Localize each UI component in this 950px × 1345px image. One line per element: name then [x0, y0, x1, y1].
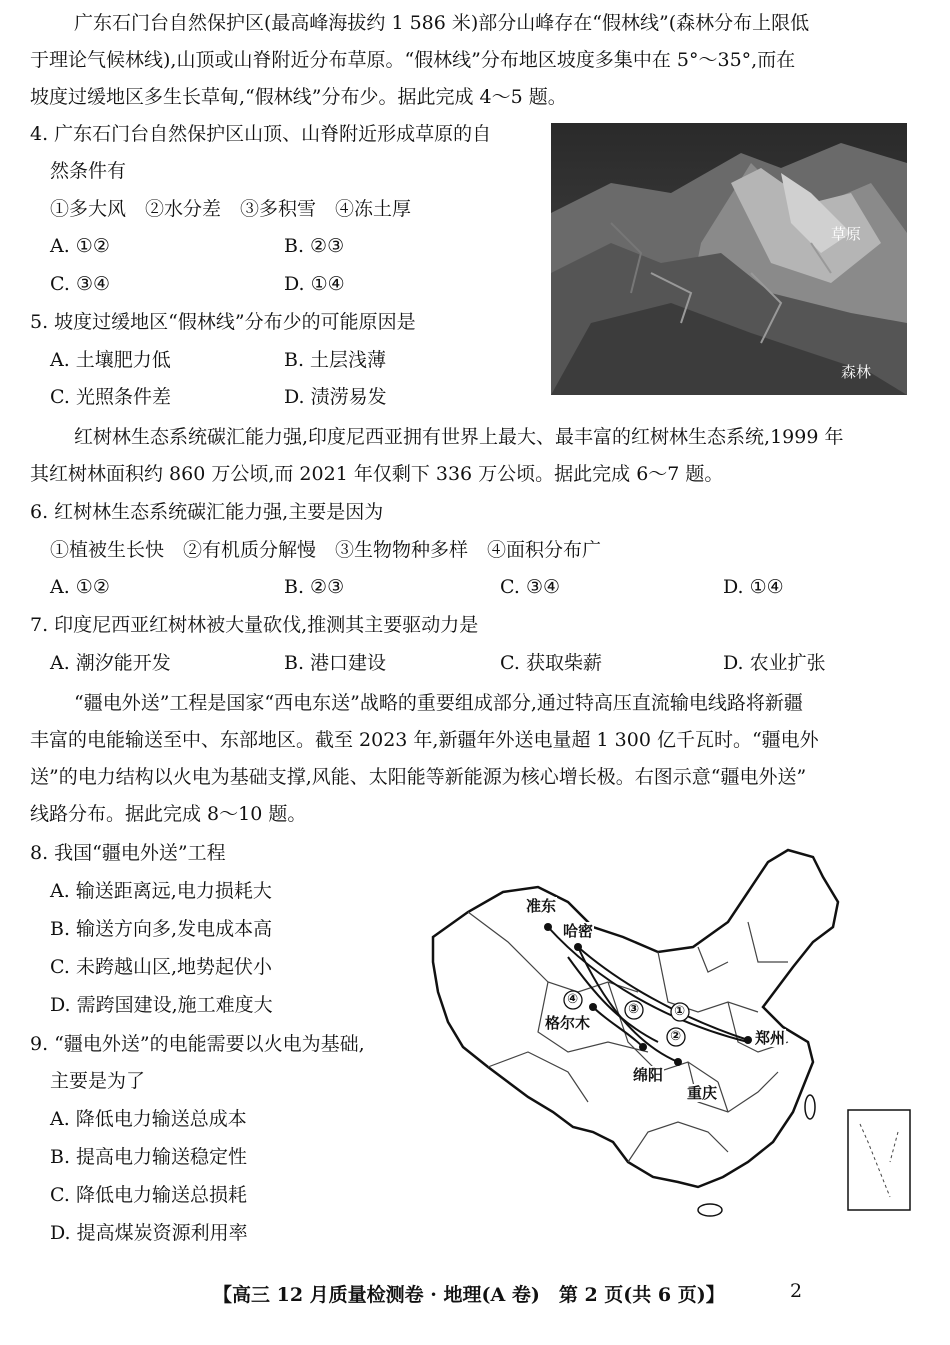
q9-option-a[interactable]: A. 降低电力输送总成本 — [50, 1108, 247, 1130]
map-label-hami: 哈密 — [563, 922, 594, 940]
q5-option-a[interactable]: A. 土壤肥力低 — [50, 349, 171, 371]
q7-option-d[interactable]: D. 农业扩张 — [723, 652, 826, 674]
q5-option-d[interactable]: D. 渍涝易发 — [284, 386, 387, 408]
intro2-line2: 其红树林面积约 860 万公顷,而 2021 年仅剩下 336 万公顷。据此完成 6～7 题。 — [30, 463, 724, 485]
q9-stem-line1: 9. “疆电外送”的电能需要以火电为基础, — [30, 1033, 365, 1055]
map-label-geermu: 格尔木 — [545, 1014, 591, 1032]
route-2-label: ② — [670, 1029, 682, 1044]
map-label-chongqing: 重庆 — [687, 1084, 718, 1102]
q6-items: ①植被生长快 ②有机质分解慢 ③生物物种多样 ④面积分布广 — [50, 539, 602, 561]
intro3-line1: “疆电外送”工程是国家“西电东送”战略的重要组成部分,通过特高压直流输电线路将新疆 — [74, 692, 803, 714]
q4-option-b[interactable]: B. ②③ — [284, 235, 345, 257]
q6-option-b[interactable]: B. ②③ — [284, 576, 345, 598]
q8-option-a[interactable]: A. 输送距离远,电力损耗大 — [50, 880, 272, 902]
q4-option-c[interactable]: C. ③④ — [50, 273, 111, 295]
q4-items: ①多大风 ②水分差 ③多积雪 ④冻土厚 — [50, 198, 412, 220]
map-label-zhundong: 准东 — [526, 897, 557, 915]
q7-option-a[interactable]: A. 潮汐能开发 — [50, 652, 171, 674]
intro3-line4: 线路分布。据此完成 8～10 题。 — [30, 803, 307, 825]
intro3-line3: 送”的电力结构以火电为基础支撑,风能、太阳能等新能源为核心增长极。右图示意“疆电外送” — [30, 766, 807, 788]
route-1-label: ① — [674, 1004, 686, 1019]
intro1-line2: 于理论气候林线),山顶或山脊附近分布草原。“假林线”分布地区坡度多集中在 5°～35°,而在 — [30, 49, 796, 71]
route-3-label: ③ — [628, 1002, 640, 1017]
map-label-zhengzhou: 郑州 — [755, 1029, 786, 1047]
q9-option-c[interactable]: C. 降低电力输送总损耗 — [50, 1184, 247, 1206]
q9-stem-line2: 主要是为了 — [50, 1070, 146, 1092]
q8-option-d[interactable]: D. 需跨国建设,施工难度大 — [50, 994, 273, 1016]
q6-option-c[interactable]: C. ③④ — [500, 576, 561, 598]
q7-option-b[interactable]: B. 港口建设 — [284, 652, 387, 674]
q5-option-c[interactable]: C. 光照条件差 — [50, 386, 171, 408]
q9-option-b[interactable]: B. 提高电力输送稳定性 — [50, 1146, 248, 1168]
label-grassland: 草原 — [831, 225, 862, 243]
label-forest: 森林 — [841, 363, 872, 381]
q8-option-b[interactable]: B. 输送方向多,发电成本高 — [50, 918, 273, 940]
intro2-line1: 红树林生态系统碳汇能力强,印度尼西亚拥有世界上最大、最丰富的红树林生态系统,1999 年 — [74, 426, 844, 448]
q4-stem-line1: 4. 广东石门台自然保护区山顶、山脊附近形成草原的自 — [30, 123, 492, 145]
q6-option-a[interactable]: A. ①② — [50, 576, 110, 598]
intro3-line2: 丰富的电能输送至中、东部地区。截至 2023 年,新疆年外送电量超 1 300 亿千瓦时。“疆电外 — [30, 729, 819, 751]
q8-stem: 8. 我国“疆电外送”工程 — [30, 842, 226, 864]
intro1-line1: 广东石门台自然保护区(最高峰海拔约 1 586 米)部分山峰存在“假林线”(森林分布上限低 — [74, 12, 810, 34]
page-footer: 【高三 12 月质量检测卷 · 地理(A 卷) 第 2 页(共 6 页)】 — [213, 1284, 725, 1306]
q7-stem: 7. 印度尼西亚红树林被大量砍伐,推测其主要驱动力是 — [30, 614, 479, 636]
q8-option-c[interactable]: C. 未跨越山区,地势起伏小 — [50, 956, 272, 978]
q7-option-c[interactable]: C. 获取柴薪 — [500, 652, 602, 674]
q4-option-a[interactable]: A. ①② — [50, 235, 110, 257]
route-4-label: ④ — [567, 992, 579, 1007]
q4-option-d[interactable]: D. ①④ — [284, 273, 345, 295]
q4-stem-line2: 然条件有 — [50, 160, 127, 182]
page-number: 2 — [790, 1280, 803, 1302]
q5-stem: 5. 坡度过缓地区“假林线”分布少的可能原因是 — [30, 311, 416, 333]
q5-option-b[interactable]: B. 土层浅薄 — [284, 349, 387, 371]
intro1-line3: 坡度过缓地区多生长草甸,“假林线”分布少。据此完成 4～5 题。 — [30, 86, 567, 108]
mountain-photo — [551, 123, 907, 395]
china-transmission-map — [428, 842, 918, 1217]
q6-stem: 6. 红树林生态系统碳汇能力强,主要是因为 — [30, 501, 384, 523]
q6-option-d[interactable]: D. ①④ — [723, 576, 784, 598]
q9-option-d[interactable]: D. 提高煤炭资源利用率 — [50, 1222, 248, 1244]
map-label-mianyang: 绵阳 — [633, 1066, 664, 1084]
